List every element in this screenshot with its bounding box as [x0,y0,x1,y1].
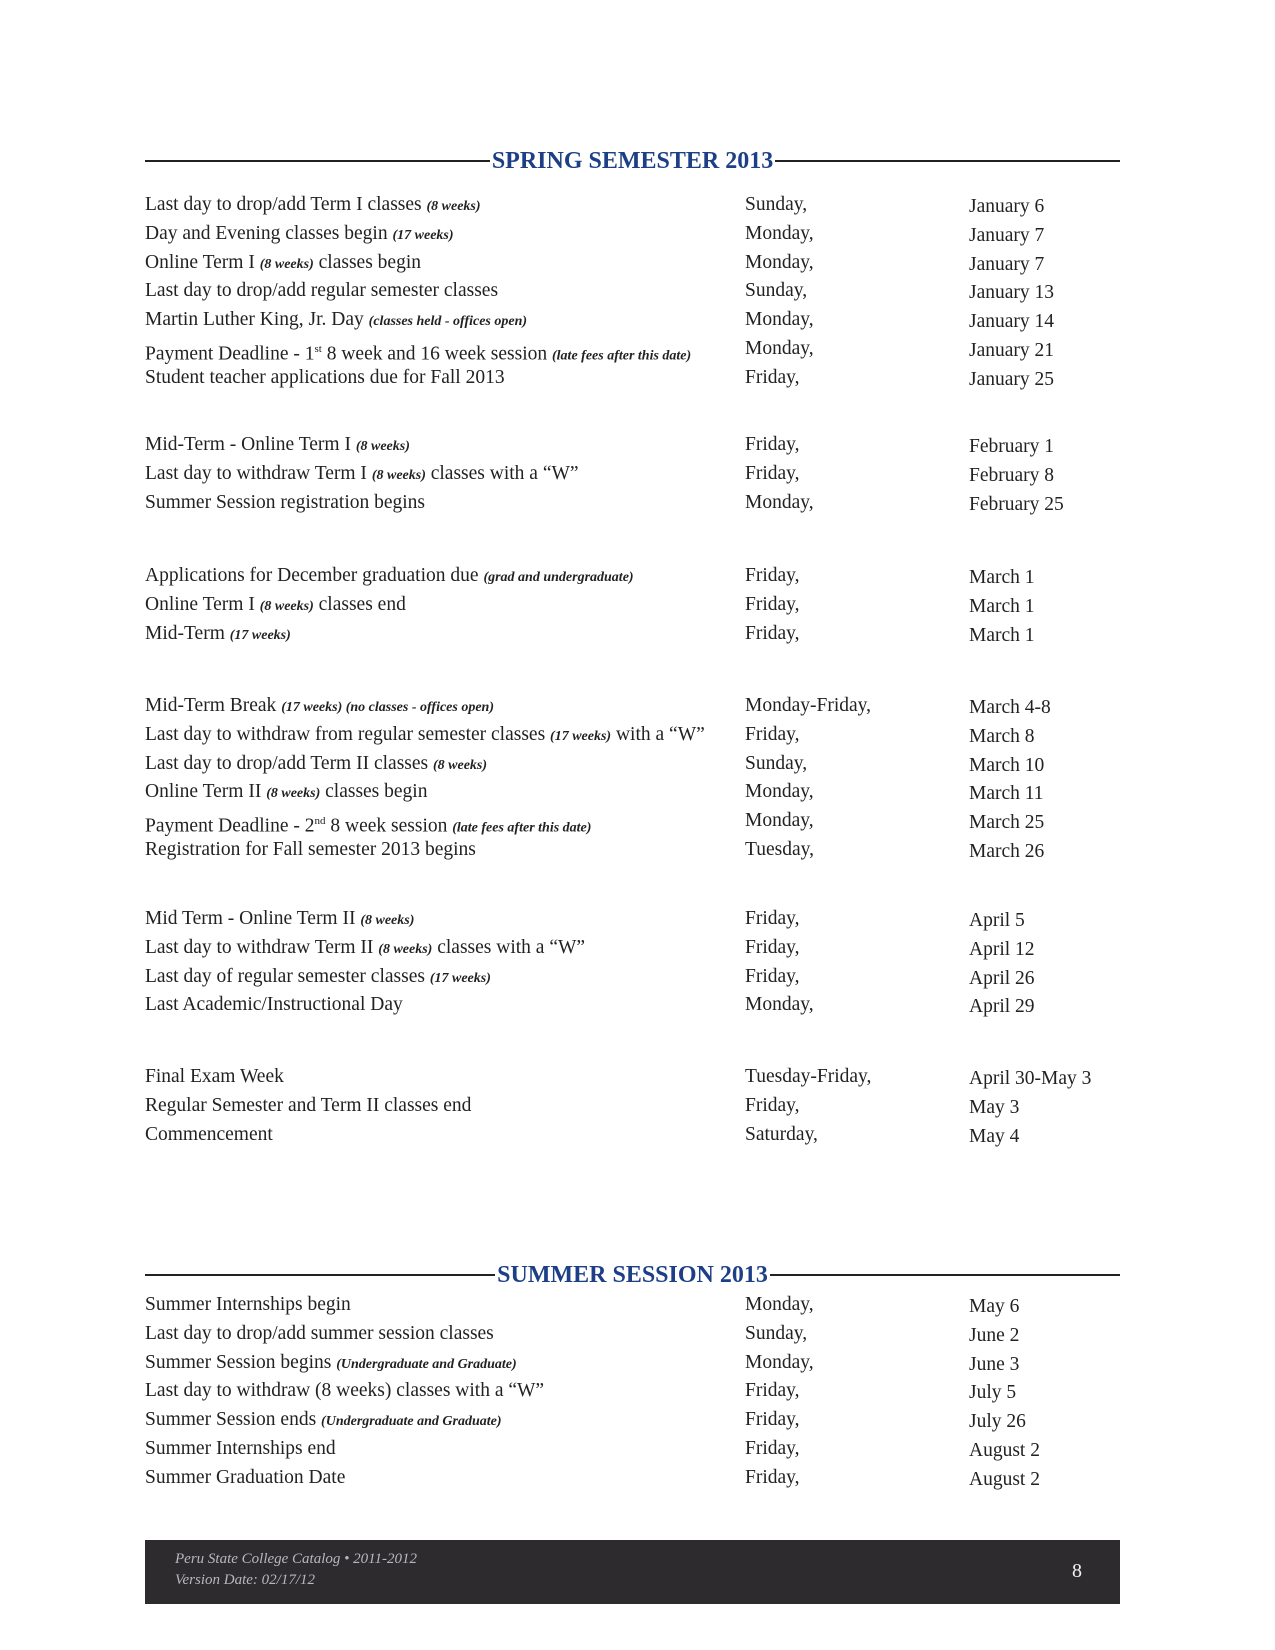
date-cell: March 25 [969,812,1045,834]
event-text: Payment Deadline - 1 [145,343,315,365]
date-cell: March 1 [969,595,1035,617]
weekday-cell: Friday, [745,908,800,929]
event-note: (grad and undergraduate) [483,570,634,585]
event-text: Day and Evening classes begin [145,222,388,244]
event-text: Last day to withdraw Term II [145,936,374,958]
event-note: (8 weeks) [259,598,314,614]
weekday-cell: Friday, [745,965,800,987]
date-cell: March 10 [969,754,1045,776]
date-cell: January 6 [969,196,1045,217]
weekday-cell: Sunday, [745,280,808,302]
event-text-continued: 8 week and 16 week session [326,343,548,365]
event-cell [145,1435,336,1463]
calendar-row [145,562,1120,591]
event-text: Payment Deadline - 2 [145,815,315,837]
calendar-row [145,431,1120,460]
event-text: Regular Semester and Term II classes end [145,1094,472,1116]
event-note: (8 weeks) [360,913,415,928]
event-text: Mid-Term - Online Term I [145,434,351,455]
event-cell [145,431,410,461]
calendar-row [145,220,1120,249]
weekday-cell: Sunday, [745,194,808,215]
calendar-row [145,489,1120,518]
calendar-row [145,1435,1120,1464]
event-cell [145,460,579,490]
event-cell [145,277,498,305]
date-cell: April 30-May 3 [969,1068,1092,1089]
footer-catalog-title: Peru State College Catalog • 2011-2012 [175,1551,418,1567]
event-cell [145,1121,273,1149]
weekday-cell: Friday, [745,1437,800,1459]
date-cell: July 26 [969,1411,1026,1433]
event-cell [145,220,454,250]
event-text-continued: classes with a “W” [430,462,579,484]
calendar-row [145,591,1120,620]
weekday-cell: Monday, [745,810,814,832]
event-cell [145,1320,494,1348]
event-cell [145,905,414,935]
event-note: (Undergraduate and Graduate) [336,1356,517,1372]
date-cell: January 7 [969,253,1045,275]
summer-section-title: SUMMER SESSION 2013 [497,1261,768,1288]
event-text: Student teacher applications due for Fall 2013 [145,366,505,388]
date-cell: August 2 [969,1468,1040,1490]
weekday-cell: Sunday, [745,1322,808,1344]
event-cell [145,620,291,650]
date-cell: June 2 [969,1324,1020,1346]
event-cell [145,963,491,993]
weekday-cell: Monday, [745,251,814,273]
weekday-cell: Monday, [745,1351,814,1373]
event-text-continued: classes with a “W” [437,936,586,958]
calendar-row [145,1349,1120,1378]
event-text: Last day of regular semester classes [145,965,425,987]
event-text: Last day to drop/add Term I classes [145,194,422,215]
event-note: (17 weeks) (no classes - offices open) [281,700,494,715]
calendar-row [145,778,1120,807]
weekday-cell: Friday, [745,936,800,958]
spring-event-group [145,692,1120,865]
weekday-cell: Monday, [745,994,814,1016]
weekday-cell: Monday, [745,337,814,359]
spring-section-header [145,146,1120,176]
calendar-row [145,991,1120,1020]
spring-event-group [145,562,1120,648]
weekday-cell: Monday-Friday, [745,695,872,716]
event-text: Final Exam Week [145,1066,284,1087]
ordinal-suffix: nd [314,815,326,828]
date-cell: March 8 [969,725,1035,747]
page-footer [145,1540,1120,1604]
weekday-cell: Monday, [745,781,814,803]
header-rule-right [770,1274,1120,1276]
weekday-cell: Friday, [745,1380,800,1402]
calendar-row [145,1464,1120,1493]
event-cell [145,692,494,722]
weekday-cell: Friday, [745,434,800,455]
event-cell [145,721,705,751]
weekday-cell: Friday, [745,565,800,586]
spring-event-group [145,431,1120,517]
calendar-row [145,335,1120,364]
event-note: (late fees after this date) [552,348,692,364]
calendar-row [145,836,1120,865]
event-cell [145,249,421,279]
calendar-row [145,1291,1120,1320]
event-cell [145,191,481,221]
date-cell: February 25 [969,493,1064,515]
event-text: Registration for Fall semester 2013 begins [145,838,476,860]
calendar-row [145,1320,1120,1349]
event-cell [145,1406,502,1436]
event-text: Summer Session ends [145,1409,317,1431]
date-cell: February 1 [969,436,1055,457]
event-text: Mid-Term [145,622,225,644]
event-text: Summer Session begins [145,1351,332,1373]
event-note: (8 weeks) [433,757,488,773]
weekday-cell: Saturday, [745,1123,818,1145]
calendar-row [145,460,1120,489]
event-note: (8 weeks) [371,467,426,483]
event-text: Commencement [145,1123,273,1145]
event-text-continued: with a “W” [615,723,705,745]
date-cell: January 25 [969,368,1055,390]
event-note: (8 weeks) [378,941,433,957]
event-cell [145,778,427,808]
weekday-cell: Monday, [745,491,814,513]
event-text: Summer Internships end [145,1437,336,1459]
date-cell: February 8 [969,464,1055,486]
event-cell [145,306,527,336]
event-note: (8 weeks) [266,786,321,802]
date-cell: August 2 [969,1439,1040,1461]
calendar-row [145,277,1120,306]
event-text-continued: classes begin [325,781,428,803]
date-cell: March 11 [969,783,1044,805]
calendar-row [145,934,1120,963]
event-cell [145,934,585,964]
calendar-row [145,1406,1120,1435]
date-cell: January 14 [969,311,1055,333]
header-rule-right [775,160,1120,162]
weekday-cell: Friday, [745,1094,800,1116]
event-text: Mid Term - Online Term II [145,908,356,929]
date-cell: April 26 [969,967,1035,989]
ordinal-suffix: st [314,342,322,355]
calendar-row [145,1377,1120,1406]
weekday-cell: Monday, [745,222,814,244]
event-text: Summer Graduation Date [145,1466,346,1488]
event-text: Summer Internships begin [145,1294,351,1315]
calendar-row [145,306,1120,335]
event-text: Online Term I [145,251,255,273]
calendar-row [145,807,1120,836]
weekday-cell: Friday, [745,1466,800,1488]
calendar-row [145,1121,1120,1150]
date-cell: March 4-8 [969,697,1051,718]
spring-event-group [145,1063,1120,1149]
date-cell: April 5 [969,910,1025,931]
event-cell [145,991,403,1019]
weekday-cell: Tuesday-Friday, [745,1066,872,1087]
calendar-row [145,1092,1120,1121]
event-text: Last day to withdraw from regular semester classes [145,723,546,745]
weekday-cell: Tuesday, [745,838,814,860]
spring-section-title: SPRING SEMESTER 2013 [491,147,774,174]
event-note: (17 weeks) [550,728,612,744]
header-rule-left [145,160,490,162]
event-note: (8 weeks) [259,256,314,272]
event-text-continued: classes begin [318,251,421,273]
event-cell [145,1464,345,1492]
summer-section-header [145,1260,1120,1290]
event-cell [145,562,634,592]
date-cell: March 1 [969,567,1035,588]
date-cell: June 3 [969,1353,1020,1375]
date-cell: July 5 [969,1382,1017,1404]
date-cell: May 3 [969,1096,1020,1118]
event-text: Last day to drop/add Term II classes [145,752,429,774]
event-note: (8 weeks) [426,199,481,214]
event-note: (17 weeks) [429,970,491,986]
event-text: Online Term I [145,593,255,615]
calendar-row [145,364,1120,393]
spring-event-group [145,905,1120,1020]
date-cell: March 1 [969,624,1035,646]
weekday-cell: Friday, [745,1409,800,1431]
calendar-row [145,750,1120,779]
weekday-cell: Monday, [745,309,814,331]
event-text: Last day to drop/add summer session classes [145,1322,494,1344]
date-cell: March 26 [969,840,1045,862]
calendar-row [145,905,1120,934]
event-text: Summer Session registration begins [145,491,426,513]
calendar-row [145,963,1120,992]
spring-event-group [145,191,1120,393]
event-cell [145,591,406,621]
event-text: Mid-Term Break [145,695,277,716]
event-cell [145,1349,517,1379]
event-cell [145,750,487,780]
event-cell [145,1377,544,1405]
event-note: (17 weeks) [229,627,291,643]
date-cell: January 21 [969,339,1055,361]
event-text: Applications for December graduation due [145,565,479,586]
date-cell: April 29 [969,996,1035,1018]
event-cell [145,1291,351,1319]
event-cell [145,1063,284,1091]
calendar-row [145,721,1120,750]
weekday-cell: Friday, [745,723,800,745]
event-note: (17 weeks) [392,227,454,243]
header-rule-left [145,1274,495,1276]
calendar-row [145,620,1120,649]
summer-event-group [145,1291,1120,1493]
event-text-continued: classes end [318,593,406,615]
event-text: Last Academic/Instructional Day [145,994,403,1016]
page-number: 8 [1072,1560,1082,1582]
event-text: Last day to withdraw (8 weeks) classes with a “W” [145,1380,545,1402]
event-note: (8 weeks) [355,439,410,454]
date-cell: April 12 [969,938,1035,960]
event-note: (classes held - offices open) [368,314,528,330]
date-cell: January 7 [969,224,1045,246]
date-cell: January 13 [969,282,1055,304]
event-text: Last day to withdraw Term I [145,462,367,484]
calendar-row [145,1063,1120,1092]
event-text-continued: 8 week session [330,815,448,837]
event-text: Last day to drop/add regular semester classes [145,280,499,302]
event-cell [145,836,476,864]
date-cell: May 6 [969,1296,1020,1317]
event-cell [145,489,425,517]
event-note: (Undergraduate and Graduate) [321,1414,502,1430]
weekday-cell: Sunday, [745,752,808,774]
weekday-cell: Friday, [745,462,800,484]
event-note: (late fees after this date) [452,820,592,836]
weekday-cell: Monday, [745,1294,814,1315]
date-cell: May 4 [969,1125,1020,1147]
footer-version-date: Version Date: 02/17/12 [175,1572,315,1588]
weekday-cell: Friday, [745,622,800,644]
calendar-row [145,191,1120,220]
event-text: Online Term II [145,781,262,803]
weekday-cell: Friday, [745,366,800,388]
event-cell [145,1092,471,1120]
calendar-row [145,249,1120,278]
event-cell [145,364,505,392]
event-text: Martin Luther King, Jr. Day [145,309,364,331]
calendar-row [145,692,1120,721]
weekday-cell: Friday, [745,593,800,615]
